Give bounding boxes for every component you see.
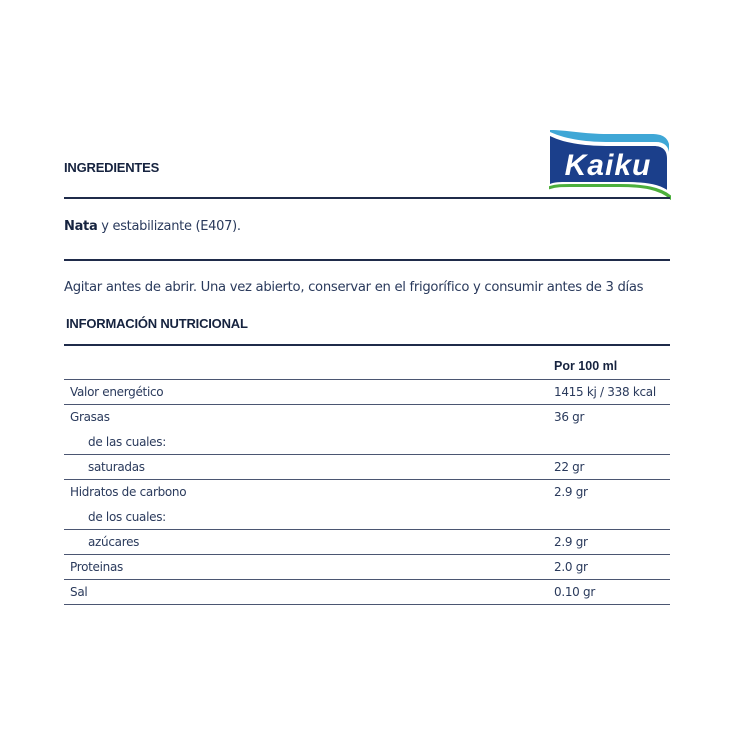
row-label: Hidratos de carbono: [70, 485, 187, 499]
row-sublabel: de las cuales:: [88, 435, 166, 449]
table-row: [64, 530, 670, 555]
row-value: 2.9 gr: [554, 535, 588, 549]
nutrition-table: [64, 344, 670, 605]
row-label: Proteinas: [70, 560, 123, 574]
svg-text:Kaiku: Kaiku: [564, 149, 652, 182]
row-sublabel: de los cuales:: [88, 510, 166, 524]
table-row: [64, 480, 670, 530]
kaiku-logo: [548, 130, 672, 200]
ingredients-rest: y estabilizante (E407).: [97, 219, 241, 234]
ingredients-highlight: Nata: [64, 219, 98, 234]
ingredients-title: INGREDIENTES: [64, 160, 160, 175]
column-header: Por 100 ml: [554, 359, 618, 373]
row-value: 0.10 gr: [554, 585, 595, 599]
row-label: Valor energético: [70, 385, 164, 399]
row-value: 22 gr: [554, 460, 585, 474]
nutrition-title: INFORMACIÓN NUTRICIONAL: [66, 316, 248, 331]
row-label: azúcares: [88, 535, 140, 549]
table-row: [64, 380, 670, 405]
storage-note: Agitar antes de abrir. Una vez abierto, conservar en el frigorífico y consumir antes de 3 días: [64, 280, 644, 295]
ingredients-bottom-divider: [64, 259, 670, 261]
ingredients-divider: [64, 197, 670, 199]
table-row: [64, 580, 670, 605]
kaiku-logo-icon: [548, 130, 672, 200]
row-label: Sal: [70, 585, 88, 599]
row-value: 36 gr: [554, 410, 585, 424]
ingredients-text: [64, 219, 241, 234]
row-value: 1415 kj / 338 kcal: [554, 385, 656, 399]
table-row: [64, 455, 670, 480]
table-row: [64, 405, 670, 455]
row-label: Grasas: [70, 410, 110, 424]
row-value: 2.9 gr: [554, 485, 588, 499]
table-row: [64, 555, 670, 580]
row-value: 2.0 gr: [554, 560, 588, 574]
row-label: saturadas: [88, 460, 145, 474]
nutrition-table-header: [64, 346, 670, 380]
